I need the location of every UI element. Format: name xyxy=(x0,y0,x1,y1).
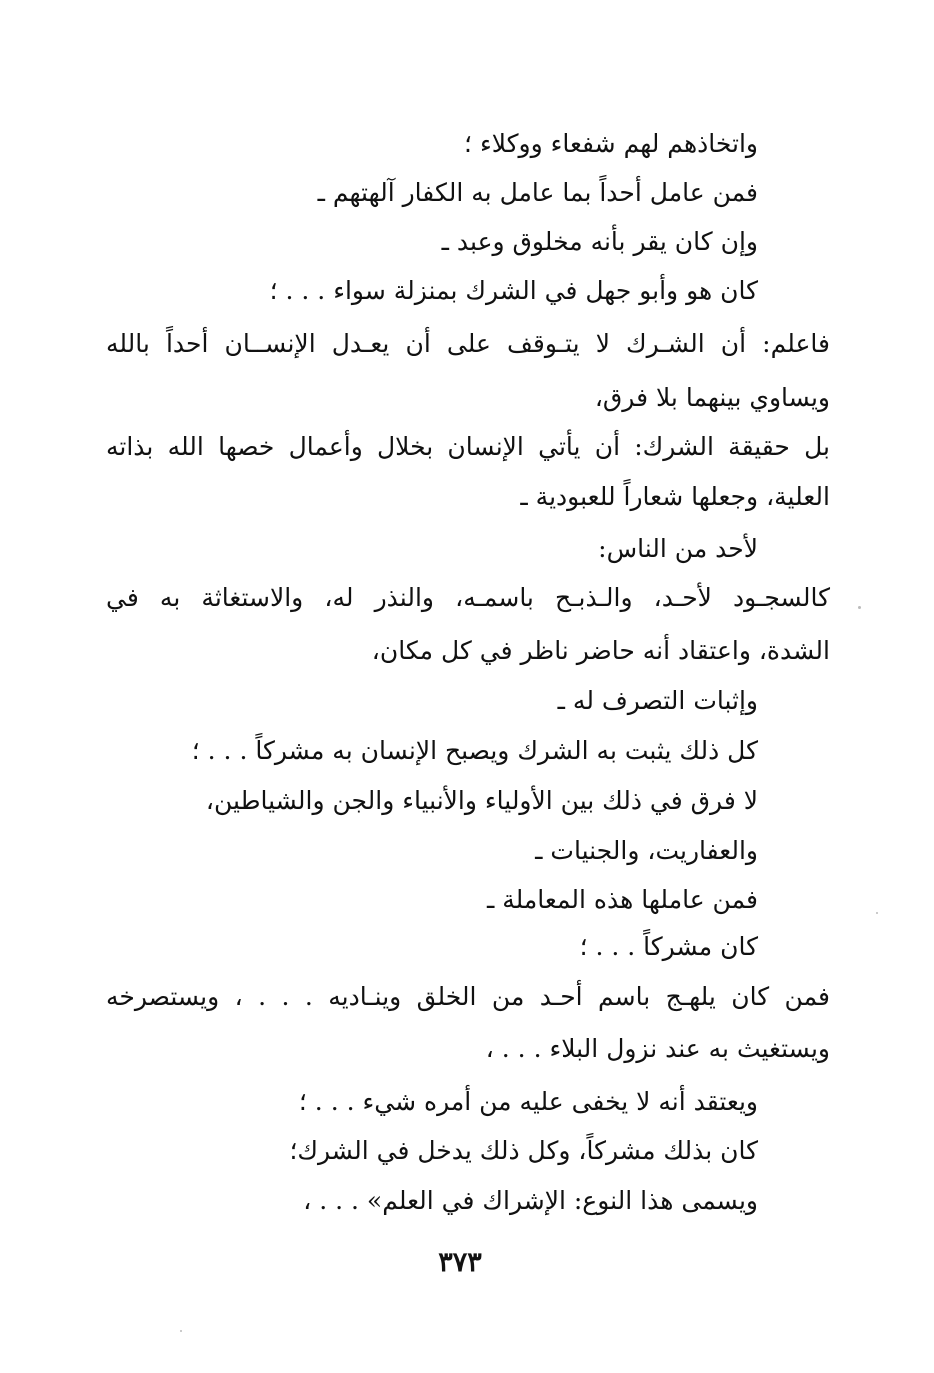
text-line-21: كان بذلك مشركاً، وكل ذلك يدخل في الشرك؛ xyxy=(289,1136,758,1165)
text-line-11: الشدة، واعتقاد أنه حاضر ناظر في كل مكان، xyxy=(371,636,830,665)
text-line-10: كالسجـود لأحـد، والـذبـح باسمـه، والنذر له، والاستغاثة به في xyxy=(106,583,830,612)
text-line-13: كل ذلك يثبت به الشرك ويصبح الإنسان به مشركاً . . . ؛ xyxy=(191,736,758,765)
text-line-22: ويسمى هذا النوع: الإشراك في العلم» . . . ، xyxy=(303,1186,758,1215)
text-line-14: لا فرق في ذلك بين الأولياء والأنبياء والجن والشياطين، xyxy=(205,786,758,815)
text-line-19: ويستغيث به عند نزول البلاء . . . ، xyxy=(485,1034,830,1063)
text-line-15: والعفاريت، والجنيات ـ xyxy=(535,836,758,865)
scan-speck xyxy=(858,606,861,609)
text-line-7: بل حقيقة الشرك: أن يأتي الإنسان بخلال وأعمال خصها الله بذاته xyxy=(106,432,830,461)
text-line-20: ويعتقد أنه لا يخفى عليه من أمره شيء . . . ؛ xyxy=(298,1087,758,1116)
page-number: ٣٧٣ xyxy=(438,1247,482,1278)
text-line-4: كان هو وأبو جهل في الشرك بمنزلة سواء . . . ؛ xyxy=(269,276,758,305)
text-line-2: فمن عامل أحداً بما عامل به الكفار آلهتهم ـ xyxy=(317,178,758,207)
text-line-9: لأحد من الناس: xyxy=(598,534,758,563)
text-line-18: فمن كان يلهـج باسم أحـد من الخلق وينـاديه . . . ، ويستصرخه xyxy=(106,982,830,1011)
text-line-8: العلية، وجعلها شعاراً للعبودية ـ xyxy=(520,482,830,511)
text-line-5: فاعلم: أن الشـرك لا يتـوقف على أن يعـدل الإنســان أحداً بالله xyxy=(106,329,830,358)
text-line-3: وإن كان يقر بأنه مخلوق وعبد ـ xyxy=(441,227,758,256)
text-line-12: وإثبات التصرف له ـ xyxy=(557,686,758,715)
scan-speck xyxy=(876,912,878,914)
text-line-6: ويساوي بينهما بلا فرق، xyxy=(594,383,830,412)
text-line-16: فمن عاملها هذه المعاملة ـ xyxy=(486,885,758,914)
text-line-1: واتخاذهم لهم شفعاء ووكلاء ؛ xyxy=(464,129,758,158)
scan-speck xyxy=(180,1330,182,1332)
text-line-17: كان مشركاً . . . ؛ xyxy=(579,932,758,961)
